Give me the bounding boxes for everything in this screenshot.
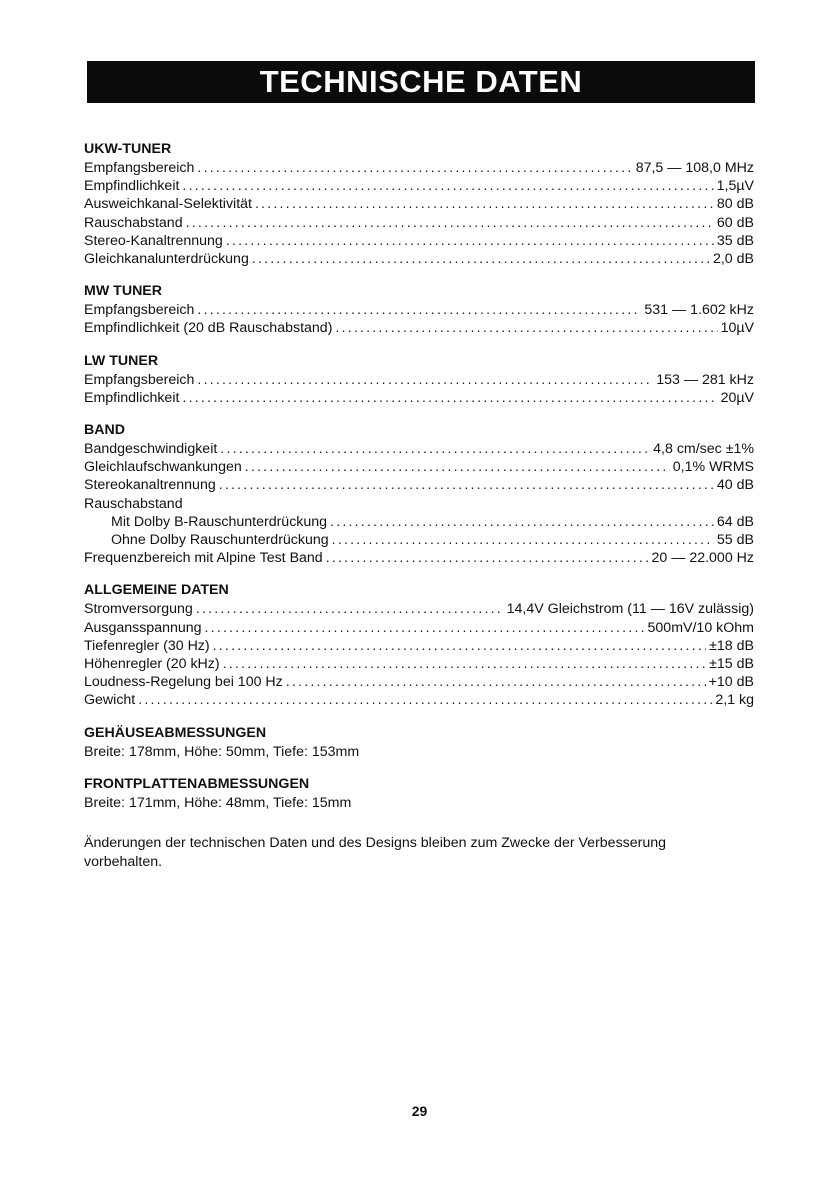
dot-leader — [196, 600, 504, 618]
spec-value: 80 dB — [716, 196, 754, 213]
spec-row — [84, 195, 754, 213]
dot-leader — [326, 549, 649, 567]
spec-label: Empfangsbereich — [84, 302, 195, 319]
dimension-text: Breite: 178mm, Höhe: 50mm, Tiefe: 153mm — [84, 743, 360, 760]
dot-leader — [138, 691, 712, 709]
spec-row — [84, 458, 754, 476]
spec-row — [84, 637, 754, 655]
section-allgemeine-daten — [84, 581, 754, 709]
spec-value: 20µV — [720, 389, 754, 406]
spec-row — [84, 691, 754, 709]
spec-label: Gleichkanalunterdrückung — [84, 251, 249, 268]
dot-leader — [220, 440, 650, 458]
spec-value: 4,8 cm/sec ±1% — [653, 441, 754, 458]
dimension-text: Breite: 171mm, Höhe: 48mm, Tiefe: 15mm — [84, 794, 352, 811]
spec-row — [84, 531, 754, 549]
spec-label: Stereo-Kanaltrennung — [84, 232, 223, 249]
spec-row — [84, 655, 754, 673]
dot-leader — [226, 232, 714, 250]
spec-row — [84, 549, 754, 567]
spec-row — [84, 232, 754, 250]
spec-value: 55 dB — [716, 532, 754, 549]
dot-leader — [197, 301, 641, 319]
section-title: FRONTPLATTENABMESSUNGEN — [84, 775, 310, 792]
section-lw-tuner — [84, 352, 754, 407]
section-title: LW TUNER — [84, 352, 159, 369]
spec-value: 10µV — [720, 320, 754, 337]
spec-label: Höhenregler (20 kHz) — [84, 656, 220, 673]
spec-row — [84, 476, 754, 494]
spec-label: Loudness-Regelung bei 100 Hz — [84, 674, 283, 691]
spec-label: Ohne Dolby Rauschunterdrückung — [111, 532, 329, 549]
section-title: BAND — [84, 422, 125, 439]
spec-value: 153 — 281 kHz — [656, 371, 754, 388]
dot-leader — [182, 389, 717, 407]
spec-value: 40 dB — [716, 477, 754, 494]
dot-leader — [197, 159, 632, 177]
spec-value: 2,1 kg — [715, 692, 754, 709]
spec-row — [84, 440, 754, 458]
dot-leader — [213, 637, 706, 655]
spec-value: 0,1% WRMS — [672, 459, 754, 476]
spec-label: Mit Dolby B-Rauschunterdrückung — [111, 513, 328, 530]
dot-leader — [197, 371, 653, 389]
spec-label: Stromversorgung — [84, 601, 193, 618]
dot-leader — [223, 655, 706, 673]
spec-label: Gewicht — [84, 692, 136, 709]
spec-row — [84, 214, 754, 232]
spec-row — [84, 319, 754, 337]
spec-label: Bandgeschwindigkeit — [84, 441, 218, 458]
section-frontplattenabmessungen — [84, 775, 754, 812]
spec-value: +10 dB — [708, 674, 754, 691]
disclaimer-note: Änderungen der technischen Daten und des Designs bleiben zum Zwecke der Verbesserung vorbehalten. — [84, 835, 667, 871]
spec-value: 20 — 22.000 Hz — [651, 550, 754, 567]
section-ukw-tuner — [84, 140, 754, 268]
dot-leader — [286, 673, 706, 691]
section-title: ALLGEMEINE DATEN — [84, 582, 229, 599]
section-title: MW TUNER — [84, 283, 163, 300]
spec-value: 500mV/10 kOhm — [647, 619, 754, 636]
spec-label: Frequenzbereich mit Alpine Test Band — [84, 550, 323, 567]
spec-content — [84, 140, 754, 872]
spec-label: Ausweichkanal-Selektivität — [84, 196, 252, 213]
spec-value: 87,5 — 108,0 MHz — [635, 160, 754, 176]
dot-leader — [186, 214, 714, 232]
dot-leader — [255, 195, 714, 213]
spec-row — [84, 619, 754, 637]
spec-value: 1,5µV — [716, 178, 754, 195]
spec-label: Empfindlichkeit — [84, 178, 180, 195]
dot-leader — [332, 531, 714, 549]
spec-row — [84, 371, 754, 389]
spec-row — [84, 301, 754, 319]
spec-value: 35 dB — [716, 232, 754, 249]
section-title: GEHÄUSEABMESSUNGEN — [84, 724, 267, 741]
spec-row — [84, 600, 754, 618]
spec-label: Empfindlichkeit — [84, 389, 180, 406]
spec-label: Tiefenregler (30 Hz) — [84, 637, 210, 654]
spec-row — [84, 177, 754, 195]
spec-row — [84, 389, 754, 407]
spec-value: 64 dB — [716, 513, 754, 530]
spec-label: Rauschabstand — [84, 214, 183, 231]
spec-label: Empfangsbereich — [84, 160, 195, 176]
spec-value: ±15 dB — [709, 656, 754, 673]
spec-row — [84, 250, 754, 268]
spec-label: Gleichlaufschwankungen — [84, 459, 242, 476]
dot-leader — [252, 250, 710, 268]
section-mw-tuner — [84, 282, 754, 337]
spec-row — [84, 513, 754, 531]
dot-leader — [182, 177, 713, 195]
spec-row — [84, 673, 754, 691]
dot-leader — [330, 513, 714, 531]
spec-label: Empfangsbereich — [84, 371, 195, 388]
spec-label: Ausgansspannung — [84, 619, 202, 636]
spec-label: Stereokanaltrennung — [84, 477, 216, 494]
spec-row — [84, 159, 754, 177]
spec-value: 2,0 dB — [712, 251, 754, 268]
dot-leader — [335, 319, 717, 337]
dot-leader — [205, 619, 645, 637]
page-number: 29 — [411, 1103, 428, 1119]
dot-leader — [245, 458, 670, 476]
dot-leader — [219, 476, 714, 494]
spec-value: 14,4V Gleichstrom (11 — 16V zulässig) — [506, 601, 754, 618]
section-band — [84, 421, 754, 567]
spec-label: Empfindlichkeit (20 dB Rauschabstand) — [84, 320, 333, 337]
spec-value: 60 dB — [716, 214, 754, 231]
section-title: UKW-TUNER — [84, 141, 172, 157]
page-title: TECHNISCHE DATEN — [87, 61, 755, 103]
spec-value: ±18 dB — [709, 637, 754, 654]
spec-value: 531 — 1.602 kHz — [644, 302, 754, 319]
spec-subheading: Rauschabstand — [84, 495, 183, 512]
section-gehaeuseabmessungen — [84, 724, 754, 761]
